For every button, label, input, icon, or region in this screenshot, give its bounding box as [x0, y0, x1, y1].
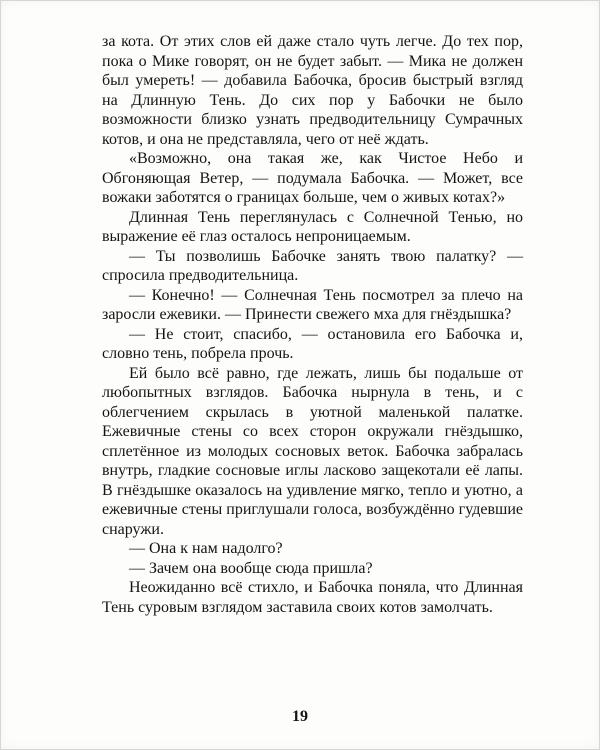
page-number: 19 [292, 708, 308, 725]
paragraph: — Не стоит, спасибо, — остановила его Бабочка и, словно тень, побрела прочь. [102, 325, 523, 362]
paragraph: — Она к нам надолго? [129, 540, 283, 557]
paragraph: — Конечно! — Солнечная Тень посмотрел за плечо на заросли ежевики. — Принести свежего мха для гнёздышка? [102, 286, 523, 323]
paragraph: за кота. От этих слов ей даже стало чуть легче. До тех пор, пока о Мике говорят, он не будет забыт. — Мика не должен был умереть! — добавила Бабочка, бросив быстрый взгляд на Длинную Тень. До сих пор у Бабочки не было возможности близко узнать предводительницу Сумрачных котов, и она не представляла, чего от неё ждать. [102, 33, 523, 148]
paragraph: «Возможно, она такая же, как Чистое Небо и Обгоняющая Ветер, — подумала Бабочка. — Может, все вожаки заботятся о границах больше, чем о живых котах?» [102, 150, 523, 206]
paragraph: Длинная Тень переглянулась с Солнечной Тенью, но выражение её глаз осталось непроницаемым. [102, 208, 523, 245]
page-text [102, 32, 523, 617]
paragraph: Ей было всё равно, где лежать, лишь бы подальше от любопытных взглядов. Бабочка нырнула в тень, и с облегчением скрылась в уютной маленькой палатке. Ежевичные стены со всех сторон окружали гнёздышко, сплетённое из молодых сосновых веток. Бабочка забралась внутрь, гладкие сосновые иглы ласково защекотали её лапы. В гнёздышке оказалось на удивление мягко, тепло и уютно, а ежевичные стены приглушали голоса, возбуждённо гудевшие снаружи. [102, 364, 523, 538]
paragraph: Неожиданно всё стихло, и Бабочка поняла, что Длинная Тень суровым взглядом заставила своих котов замолчать. [102, 579, 523, 616]
paragraph: — Зачем она вообще сюда пришла? [129, 559, 373, 577]
paragraph: — Ты позволишь Бабочке занять твою палатку? — спросила предводительница. [102, 247, 523, 284]
